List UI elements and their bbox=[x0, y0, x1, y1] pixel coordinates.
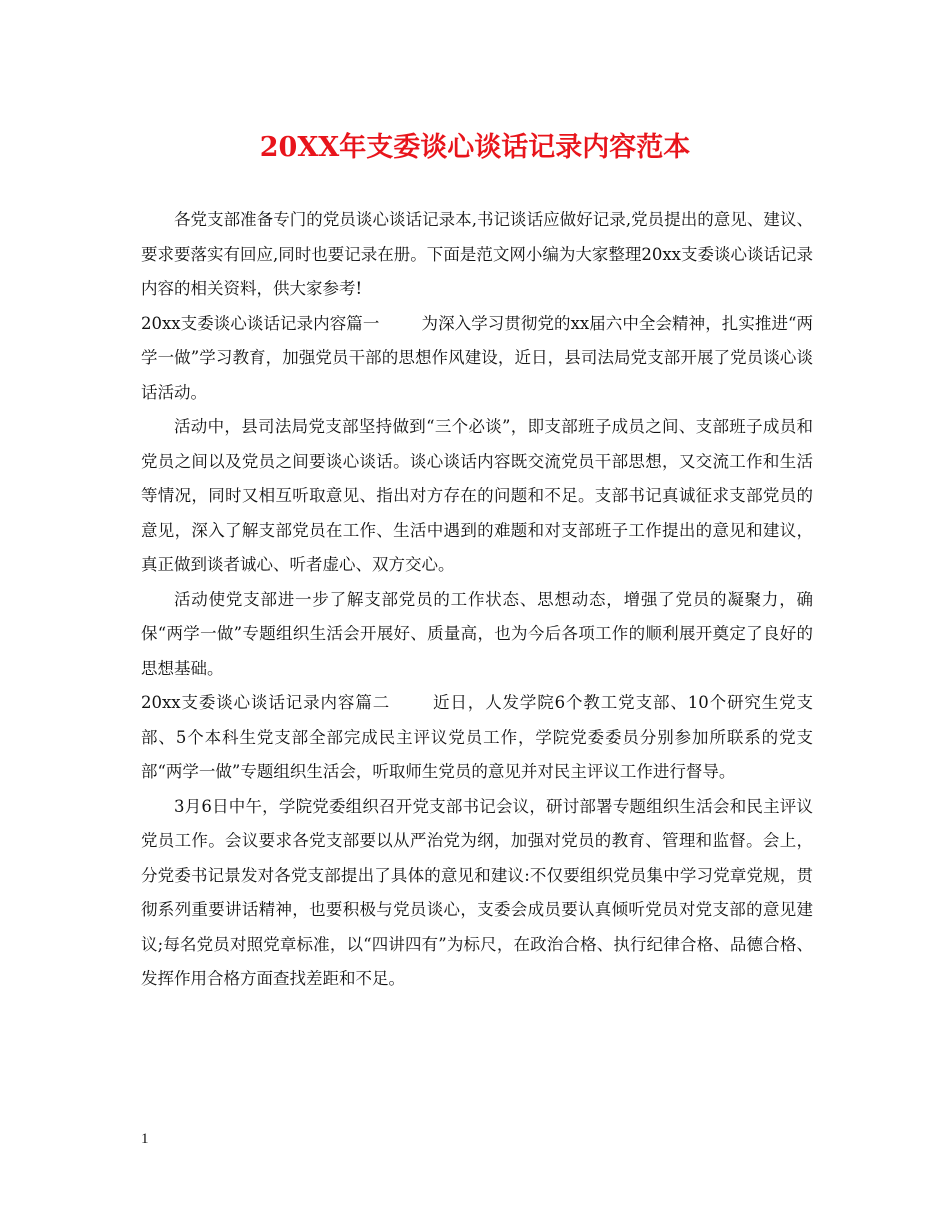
page-number: 1 bbox=[141, 1131, 149, 1147]
intro-paragraph: 各党支部准备专门的党员谈心谈话记录本,书记谈话应做好记录,党员提出的意见、建议、要求要落实有回应,同时也要记录在册。下面是范文网小编为大家整理20xx支委谈心谈话记录内容的相关资料，供大家参考! bbox=[141, 210, 813, 298]
section1-paragraph-2: 活动中，县司法局党支部坚持做到“三个必谈”，即支部班子成员之间、支部班子成员和党员之间以及党员之间要谈心谈话。谈心谈话内容既交流党员干部思想，又交流工作和生活等情况，同时又相互听取意见、指出对方存在的问题和不足。支部书记真诚征求支部党员的意见，深入了解支部党员在工作、生活中遇到的难题和对支部班子工作提出的意见和建议，真正做到谈者诚心、听者虚心、双方交心。 bbox=[141, 417, 813, 574]
section1-paragraph-3: 活动使党支部进一步了解支部党员的工作状态、思想动态，增强了党员的凝聚力，确保“两学一做”专题组织生活会开展好、质量高，也为今后各项工作的顺利展开奠定了良好的思想基础。 bbox=[141, 589, 813, 678]
section1-lead-text: 为深入学习贯彻党的xx届六中全会精神，扎实推进“两学一做”学习教育，加强党员干部的思想作风建设，近日，县司法局党支部开展了党员谈心谈话活动。 bbox=[141, 313, 814, 402]
section2-heading: 20xx支委谈心谈话记录内容篇二 bbox=[141, 693, 391, 712]
section1-heading: 20xx支委谈心谈话记录内容篇一 bbox=[141, 313, 380, 333]
document-title: 20XX年支委谈心谈话记录内容范本 bbox=[259, 132, 691, 163]
section2-paragraph-2: 3月6日中午，学院党委组织召开党支部书记会议，研讨部署专题组织生活会和民主评议党员工作。会议要求各党支部要以从严治党为纲，加强对党员的教育、管理和监督。会上，分党委书记景发对各党支部提出了具体的意见和建议:不仅要组织党员集中学习党章党规，贯彻系列重要讲话精神，也要积极与党员谈心，支委会成员要认真倾听党员对党支部的意见建议;每名党员对照党章标准，以“四讲四有”为标尺，在政治合格、执行纪律合格、品德合格、发挥作用合格方面查找差距和不足。 bbox=[141, 796, 813, 988]
section2-lead-text: 近日，人发学院6个教工党支部、10个研究生党支部、5个本科生党支部全部完成民主评议党员工作，学院党委委员分别参加所联系的党支部“两学一做”专题组织生活会，听取师生党员的意见并对民主评议工作进行督导。 bbox=[141, 693, 814, 781]
section2-first-paragraph bbox=[141, 686, 813, 790]
section1-first-paragraph bbox=[141, 307, 813, 411]
document-body bbox=[141, 203, 813, 997]
